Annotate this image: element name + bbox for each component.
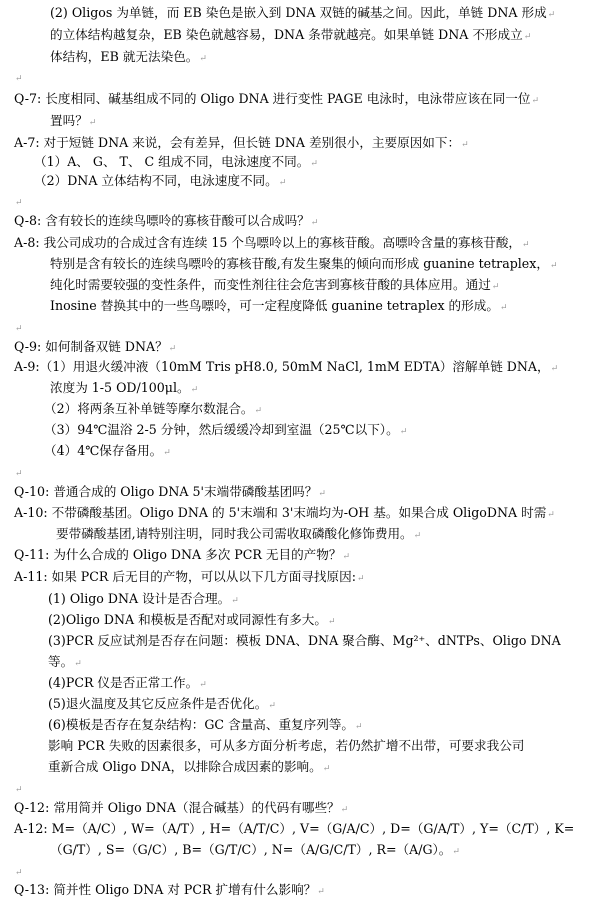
line-35: (6)模板是否存在复杂结构：GC 含量高、重复序列等。↵ [48, 717, 363, 732]
line-26: 要带磷酸基团,请特别注明，同时我公司需收取磷酸化修饰费用。↵ [56, 526, 422, 541]
line-10: ↵ [15, 198, 23, 208]
answer-12: A-12: M=（A/C）, W=（A/T）, H=（A/T/C）, V=（G/A/C）, D=（G/A/T）, Y=（C/T）, K= [14, 821, 575, 836]
line-21: （3）94℃温浴 2-5 分钟，然后缓缓冷却到室温（25℃以下）。↵ [44, 422, 408, 437]
line-4: ↵ [15, 74, 23, 84]
line-33: (4)PCR 仪是否正常工作。↵ [48, 675, 207, 690]
question-8: Q-8: 含有较长的连续鸟嘌呤的寡核苷酸可以合成吗？↵ [14, 213, 319, 228]
line-38: ↵ [15, 785, 23, 795]
line-16: ↵ [15, 324, 23, 334]
line-19: 浓度为 1-5 OD/100μl。↵ [50, 380, 199, 395]
line-23: ↵ [15, 469, 23, 479]
line-29: (1) Oligo DNA 设计是否合理。↵ [48, 591, 239, 606]
line-30: (2)Oligo DNA 和模板是否配对或同源性有多大。↵ [48, 612, 336, 627]
question-9: Q-9: 如何制备双链 DNA？↵ [14, 339, 177, 354]
line-42: ↵ [15, 868, 23, 878]
question-13: Q-13: 简并性 Oligo DNA 对 PCR 扩增有什么影响？↵ [14, 882, 325, 897]
line-14: 纯化时需要较强的变性条件，而变性剂往往会危害到寡核苷酸的具体应用。通过↵ [50, 277, 500, 292]
line-32: 等。↵ [48, 654, 82, 669]
line-3: 体结构，EB 就无法染色。↵ [50, 49, 207, 64]
line-37: 重新合成 Oligo DNA，以排除合成因素的影响。↵ [48, 759, 331, 774]
line-1: (2) Oligos 为单链，而 EB 染色是嵌入到 DNA 双链的碱基之间。因此，单链 DNA 形成↵ [50, 5, 556, 20]
answer-11: A-11: 如果 PCR 后无目的产物，可以从以下几方面寻找原因:↵ [14, 569, 365, 584]
answer-8: A-8: 我公司成功的合成过含有连续 15 个鸟嘌呤以上的寡核苷酸。高嘌呤含量的寡核苷酸，↵ [14, 235, 530, 250]
line-20: （2）将两条互补单链等摩尔数混合。↵ [44, 401, 263, 416]
line-9: （2）DNA 立体结构不同，电泳速度不同。↵ [34, 173, 287, 188]
question-12: Q-12: 常用简并 Oligo DNA（混合碱基）的代码有哪些？↵ [14, 800, 349, 815]
answer-9: A-9:（1）用退火缓冲液（10mM Tris pH8.0, 50mM NaCl, 1mM EDTA）溶解单链 DNA，↵ [14, 359, 559, 374]
line-2: 的立体结构越复杂，EB 染色就越容易，DNA 条带就越亮。如果单链 DNA 不形成立↵ [50, 27, 532, 42]
line-34: (5)退火温度及其它反应条件是否优化。↵ [48, 696, 276, 711]
line-13: 特别是含有较长的连续鸟嘌呤的寡核苷酸,有发生聚集的倾向而形成 guanine tetraplex，↵ [50, 256, 558, 271]
answer-10: A-10: 不带磷酸基团。Oligo DNA 的 5'末端和 3'末端均为-OH 基。如果合成 OligoDNA 时需↵ [14, 505, 555, 520]
line-36: 影响 PCR 失败的因素很多，可从多方面分析考虑，若仍然扩增不出带，可要求我公司 [48, 738, 525, 753]
line-22: （4）4℃保存备用。↵ [44, 443, 171, 458]
line-6: 置吗？↵ [50, 113, 97, 128]
line-15: Inosine 替换其中的一些鸟嘌呤，可一定程度降低 guanine tetraplex 的形成。↵ [50, 298, 508, 313]
question-7: Q-7: 长度相同、碱基组成不同的 Oligo DNA 进行变性 PAGE 电泳时，电泳带应该在同一位↵ [14, 91, 539, 106]
question-10: Q-10: 普通合成的 Oligo DNA 5'末端带磷酸基团吗？↵ [14, 484, 326, 499]
answer-7: A-7: 对于短链 DNA 来说，会有差异，但长链 DNA 差别很小，主要原因如下：↵ [14, 135, 469, 150]
question-11: Q-11: 为什么合成的 Oligo DNA 多次 PCR 无目的产物？↵ [14, 547, 351, 562]
line-41: （G/T）, S=（G/C）, B=（G/T/C）, N=（A/G/C/T）, R=（A/G）。↵ [50, 842, 460, 857]
line-31: (3)PCR 反应试剂是否存在问题：模板 DNA、DNA 聚合酶、Mg²⁺、dNTPs、Oligo DNA [48, 633, 561, 648]
line-8: （1）A、 G、 T、 C 组成不同，电泳速度不同。↵ [34, 154, 318, 169]
